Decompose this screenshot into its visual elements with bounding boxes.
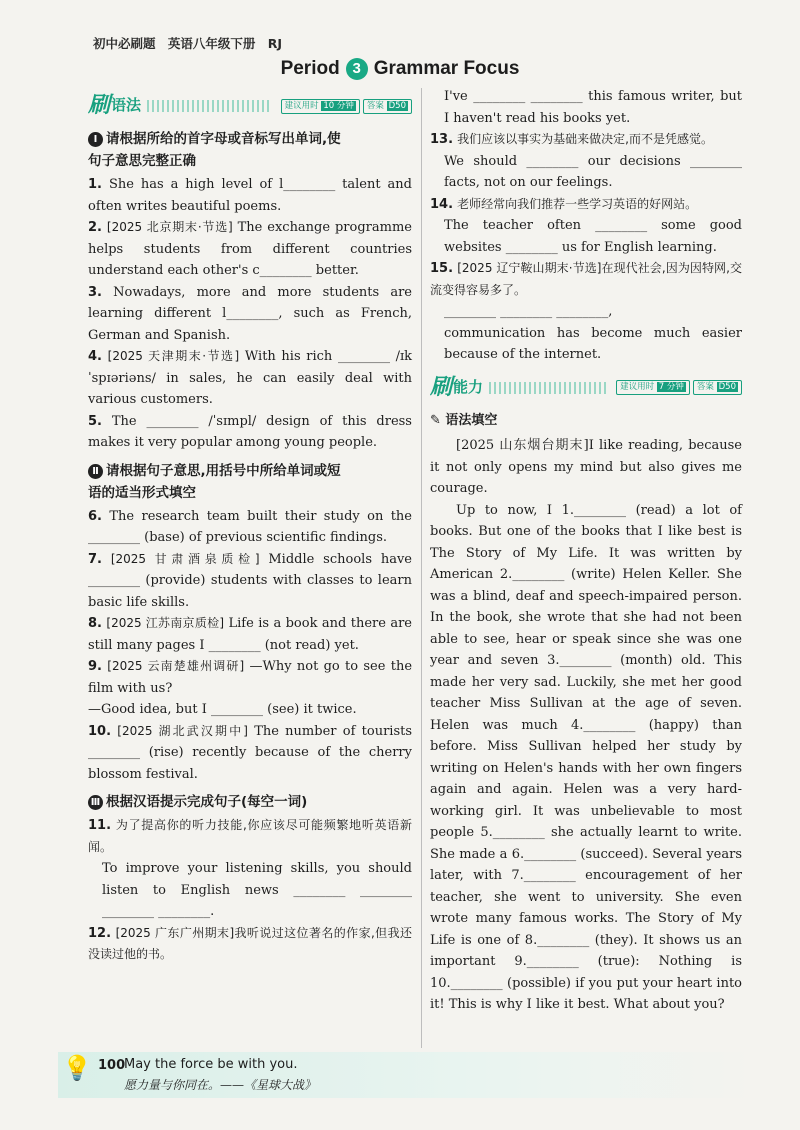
question-4: 4. [2025 天津期末·节选] With his rich ________ /ɪkˈspɪəriəns/ in sales, he can easily deal with various customers.: [88, 349, 413, 407]
roman-numeral-badge: Ⅰ: [88, 132, 103, 147]
question-12-english: I've ________ ________ this famous writer, but I haven't read his books yet.: [444, 89, 742, 126]
question-6: 6. The research team built their study on the ________ (base) of previous scientific findings.: [88, 508, 412, 545]
question-13: 13. 我们应该以事实为基础来做决定,而不是凭感觉。: [430, 132, 713, 147]
section-name: 语法: [111, 96, 142, 115]
right-column: [430, 86, 742, 1016]
page-footer: [58, 1052, 758, 1098]
footer-quote-cn: 愿力量与你同在。——《星球大战》: [124, 1078, 317, 1092]
grammar-section-bar: [88, 92, 412, 120]
part-3-heading: Ⅲ 根据汉语提示完成句子(每空一词): [88, 791, 412, 813]
series-name: 初中必刷题: [93, 36, 156, 51]
question-2: 2. [2025 北京期末·节选] The exchange programme helps students from different countries understand each other's c________ better.: [88, 220, 412, 278]
question-8: 8. [2025 江苏南京质检] Life is a book and there are still many pages I ________ (not read) yet.: [88, 616, 412, 653]
question-11-english: To improve your listening skills, you should listen to English news ________ ________ ________ ________.: [102, 861, 412, 919]
title-prefix: Period: [280, 58, 340, 80]
edition: RJ: [267, 36, 283, 51]
lightbulb-icon: 💡: [62, 1054, 92, 1082]
cloze-heading: ✎ 语法填空: [430, 412, 498, 428]
question-9: 9. [2025 云南楚雄州调研] —Why not go to see the film with us? —Good idea, but I ________ (see) it twice.: [88, 659, 413, 717]
section-name: 能力: [453, 377, 484, 396]
stripe-decoration: [147, 100, 272, 112]
stripe-decoration: [489, 382, 607, 394]
question-15-blanks: ________ ________ ________,: [444, 304, 613, 319]
question-3: 3. Nowadays, more and more students are learning different l________, such as French, German and Spanish.: [88, 284, 412, 343]
question-14: 14. 老师经常向我们推荐一些学习英语的好网站。: [430, 196, 698, 212]
question-14-english: The teacher often ________ some good websites ________ us for English learning.: [444, 218, 742, 255]
title-text: Grammar Focus: [373, 58, 520, 80]
question-1: 1. She has a high level of l________ talent and often writes beautiful poems.: [88, 177, 412, 214]
question-13-english: We should ________ our decisions ________ facts, not on our feelings.: [444, 153, 742, 190]
question-5: 5. The ________ /ˈsɪmpl/ design of this dress makes it very popular among young people.: [88, 413, 412, 450]
roman-numeral-badge: Ⅲ: [88, 795, 103, 810]
question-12: 12. [2025 广东广州期末]我听说过这位著名的作家,但我还没读过他的书。: [88, 925, 412, 961]
roman-numeral-badge: Ⅱ: [88, 464, 103, 479]
period-number-badge: 3: [346, 58, 368, 80]
time-tag: 建议用时 10 分钟: [281, 99, 360, 114]
cloze-intro: [2025 山东烟台期末]I like reading, because it not only opens my mind but also gives me courage.: [430, 438, 742, 496]
question-11: 11. 为了提高你的听力技能,你应该尽可能频繁地听英语新闻。: [88, 818, 412, 854]
page-title: [0, 58, 800, 80]
left-column: [88, 90, 412, 966]
brush-icon: 刷: [88, 93, 111, 119]
question-15: 15. [2025 辽宁鞍山期末·节选]在现代社会,因为因特网,交流变得容易多了。: [430, 261, 742, 297]
question-10: 10. [2025 湖北武汉期中] The number of tourists ________ (rise) recently because of the cherry blossom festival.: [88, 723, 413, 782]
part-1-heading: Ⅰ 请根据所给的首字母或音标写出单词,使 句子意思完整正确: [88, 131, 341, 169]
answer-tag: 答案 D50: [693, 380, 742, 395]
page-number: 100: [98, 1058, 126, 1073]
answer-tag: 答案 D50: [363, 99, 412, 114]
time-tag: 建议用时 7 分钟: [616, 380, 690, 395]
book-name: 英语八年级下册: [167, 36, 256, 51]
column-divider: [421, 88, 422, 1048]
part-2-heading: Ⅱ 请根据句子意思,用括号中所给单词或短 语的适当形式填空: [88, 462, 341, 501]
ability-section-bar: [430, 374, 742, 402]
footer-quote-en: May the force be with you.: [124, 1057, 298, 1072]
question-15-english: communication has become much easier because of the internet.: [444, 325, 742, 362]
brush-icon: 刷: [430, 374, 453, 400]
cloze-body: Up to now, I 1.________ (read) a lot of books. But one of the books that I like best is The Story of My Life. It was written by American 2.________ (write) Helen Keller. She was a blind, deaf and speech-impaired person. In the book, she wrote that she had not been able to see, hear or speak since she was one year and seven 3.________ (month) old. This made her very sad. Luckily, she met her good teacher Miss Sullivan at the age of seven. Helen was much 4.________ (happy) than before. Miss Sullivan helped her study by writing on Helen's hands with her own fingers again and again. Helen was a very hard-working girl. It was unbelievable to most people 5.________ she actually learnt to write. She made a 6.________ (succeed). Several years later, with 7.________ encouragement of her teacher, she went to university. She even wrote many famous works. The Story of My Life is one of 8.________ (they). It shows us an important 9.________ (true): Nothing is 10.________ (possible) if you put your heart into it! This is why I like it best. What about you?: [430, 502, 742, 1012]
question-7: 7. [2025 甘肃酒泉质检] Middle schools have ________ (provide) students with classes to learn basic life skills.: [88, 551, 412, 610]
running-header: [93, 34, 290, 52]
